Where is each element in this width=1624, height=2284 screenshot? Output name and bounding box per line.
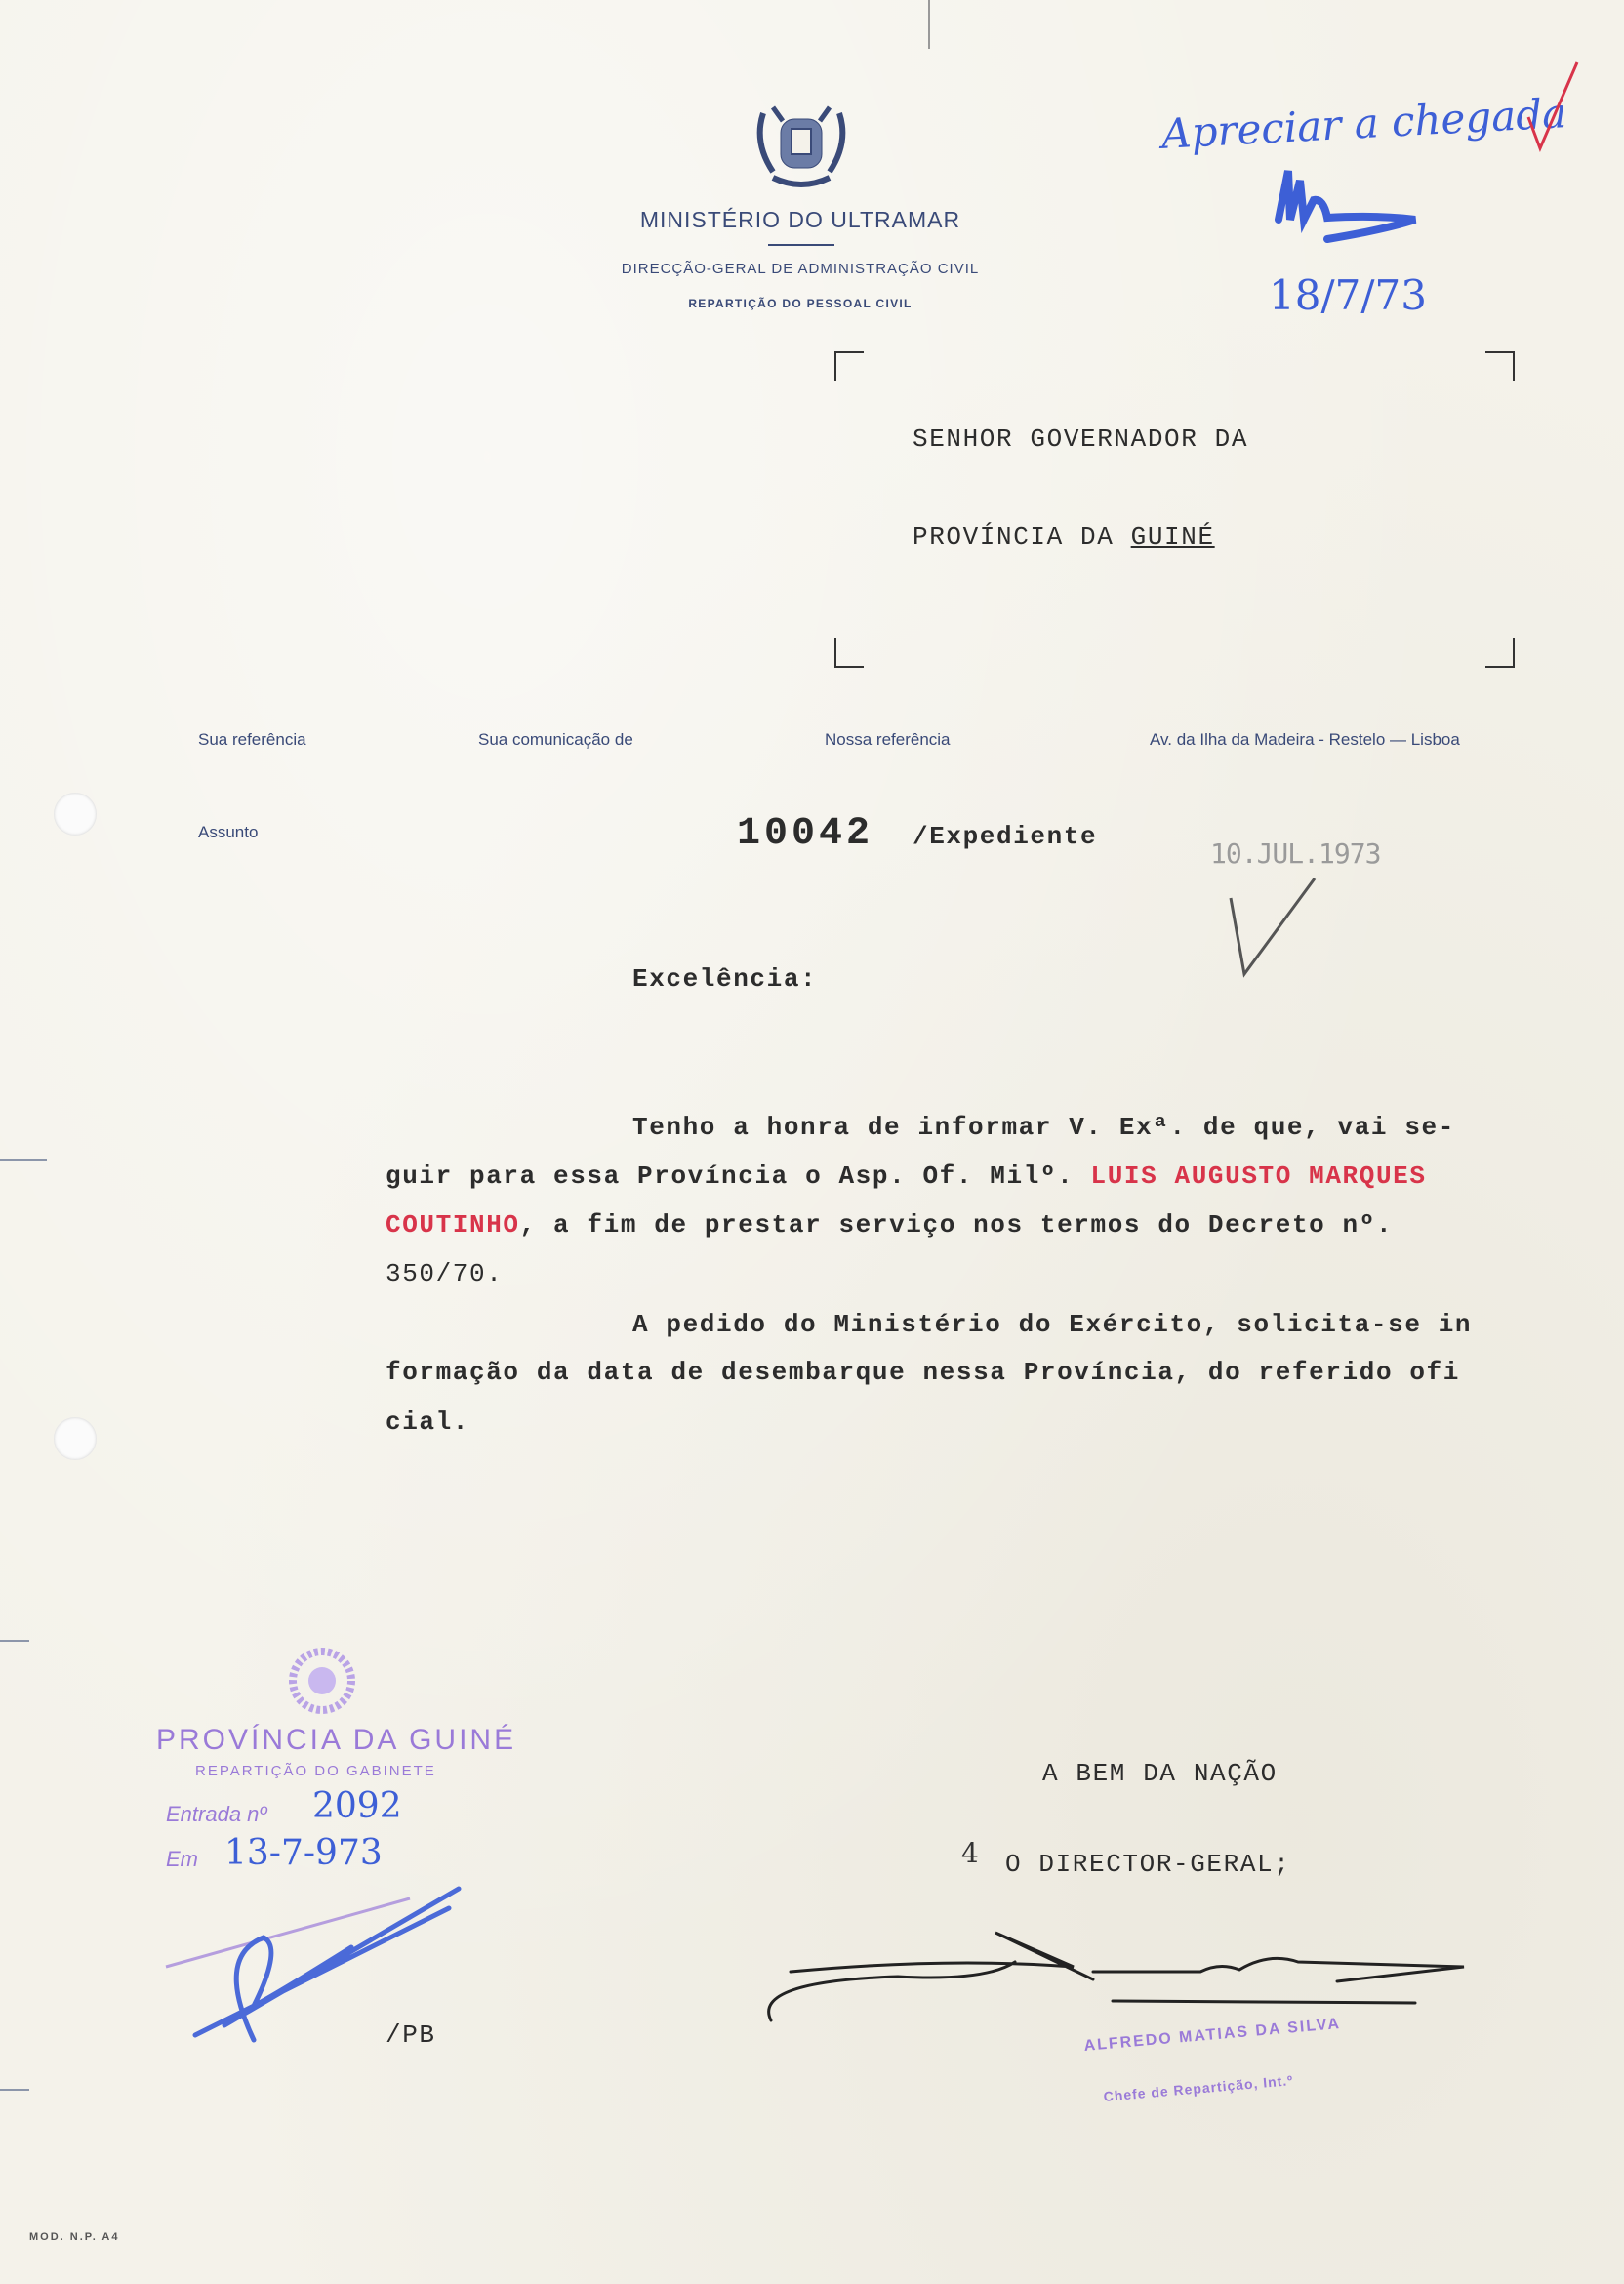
- signer-role: Chefe de Repartição, Int.º: [1103, 2071, 1294, 2104]
- coat-of-arms-icon: [744, 94, 859, 189]
- body-line: A pedido do Ministério do Exército, solicita-se in: [632, 1310, 1473, 1339]
- bracket: [834, 351, 864, 381]
- stamp-office: REPARTIÇÃO DO GABINETE: [195, 1763, 436, 1779]
- margin-mark: [0, 2089, 29, 2091]
- reference-suffix: /Expediente: [913, 822, 1098, 851]
- label-nossa-referencia: Nossa referência: [825, 730, 951, 749]
- body-line: [386, 1210, 1393, 1240]
- ministry-title: MINISTÉRIO DO ULTRAMAR: [639, 207, 961, 232]
- margin-mark: [0, 1159, 47, 1161]
- addressee-guine: GUINÉ: [1130, 522, 1215, 551]
- check-mark-icon: [1225, 878, 1322, 981]
- handwritten-marker: 4: [961, 1837, 979, 1869]
- stamp-date-label: Em: [166, 1847, 198, 1871]
- handwritten-note: Apreciar a chegada: [1160, 89, 1568, 158]
- body-line: formação da data de desembarque nessa Província, do referido ofi: [386, 1358, 1460, 1387]
- stamp-entry-label: Entrada nº: [166, 1802, 267, 1826]
- stamp-date: 13-7-973: [224, 1833, 383, 1873]
- body-text: guir para essa Província o Asp. Of. Milº.: [386, 1162, 1091, 1191]
- body-line: cial.: [386, 1407, 470, 1437]
- ministry-address: Av. da Ilha da Madeira - Restelo — Lisboa: [1150, 730, 1460, 749]
- fold-mark: [928, 0, 930, 49]
- addressee-line-2: [913, 522, 1215, 551]
- form-code: MOD. N.P. A4: [29, 2231, 120, 2243]
- officer-name: LUIS AUGUSTO MARQUES: [1090, 1162, 1427, 1191]
- margin-mark: [0, 1640, 29, 1642]
- stamp-entry-number: 2092: [312, 1786, 402, 1826]
- addressee-province: PROVÍNCIA DA: [913, 522, 1131, 551]
- director-signature: [751, 1923, 1581, 2030]
- punch-hole: [54, 793, 97, 836]
- check-mark-red-icon: [1522, 59, 1581, 156]
- label-assunto: Assunto: [198, 823, 259, 841]
- handwritten-initials: [1269, 161, 1435, 249]
- body-line: [386, 1162, 1427, 1191]
- bracket: [1485, 638, 1515, 668]
- handwritten-date: 18/7/73: [1269, 271, 1427, 319]
- entry-stamp: [156, 1640, 605, 2050]
- body-line: 350/70.: [386, 1259, 504, 1288]
- closing-motto: A BEM DA NAÇÃO: [1042, 1759, 1278, 1788]
- body-text: , a fim de prestar serviço nos termos do Decreto nº.: [519, 1210, 1394, 1240]
- punch-hole: [54, 1417, 97, 1460]
- label-sua-referencia: Sua referência: [198, 730, 306, 749]
- directorate-title: DIRECÇÃO-GERAL DE ADMINISTRAÇÃO CIVIL: [621, 261, 980, 277]
- bracket: [1485, 351, 1515, 381]
- closing-title: O DIRECTOR-GERAL;: [1005, 1850, 1291, 1879]
- date-stamp: 10.JUL.1973: [1210, 837, 1381, 870]
- officer-surname: COUTINHO: [386, 1210, 520, 1240]
- label-sua-comunicacao: Sua comunicação de: [478, 730, 633, 749]
- stamp-province: PROVÍNCIA DA GUINÉ: [156, 1724, 517, 1756]
- bracket: [834, 638, 864, 668]
- department-title: REPARTIÇÃO DO PESSOAL CIVIL: [688, 297, 913, 310]
- typist-initials: /PB: [386, 2020, 436, 2050]
- addressee-line-1: SENHOR GOVERNADOR DA: [913, 425, 1249, 454]
- divider: [768, 244, 834, 246]
- stamp-crest-icon: [278, 1640, 366, 1718]
- signer-name: ALFREDO MATIAS DA SILVA: [1083, 2015, 1342, 2055]
- reference-number: 10042: [737, 812, 874, 856]
- salutation: Excelência:: [632, 964, 818, 994]
- body-line: Tenho a honra de informar V. Exª. de que, vai se-: [632, 1113, 1455, 1142]
- stamp-signature: [156, 1879, 586, 2045]
